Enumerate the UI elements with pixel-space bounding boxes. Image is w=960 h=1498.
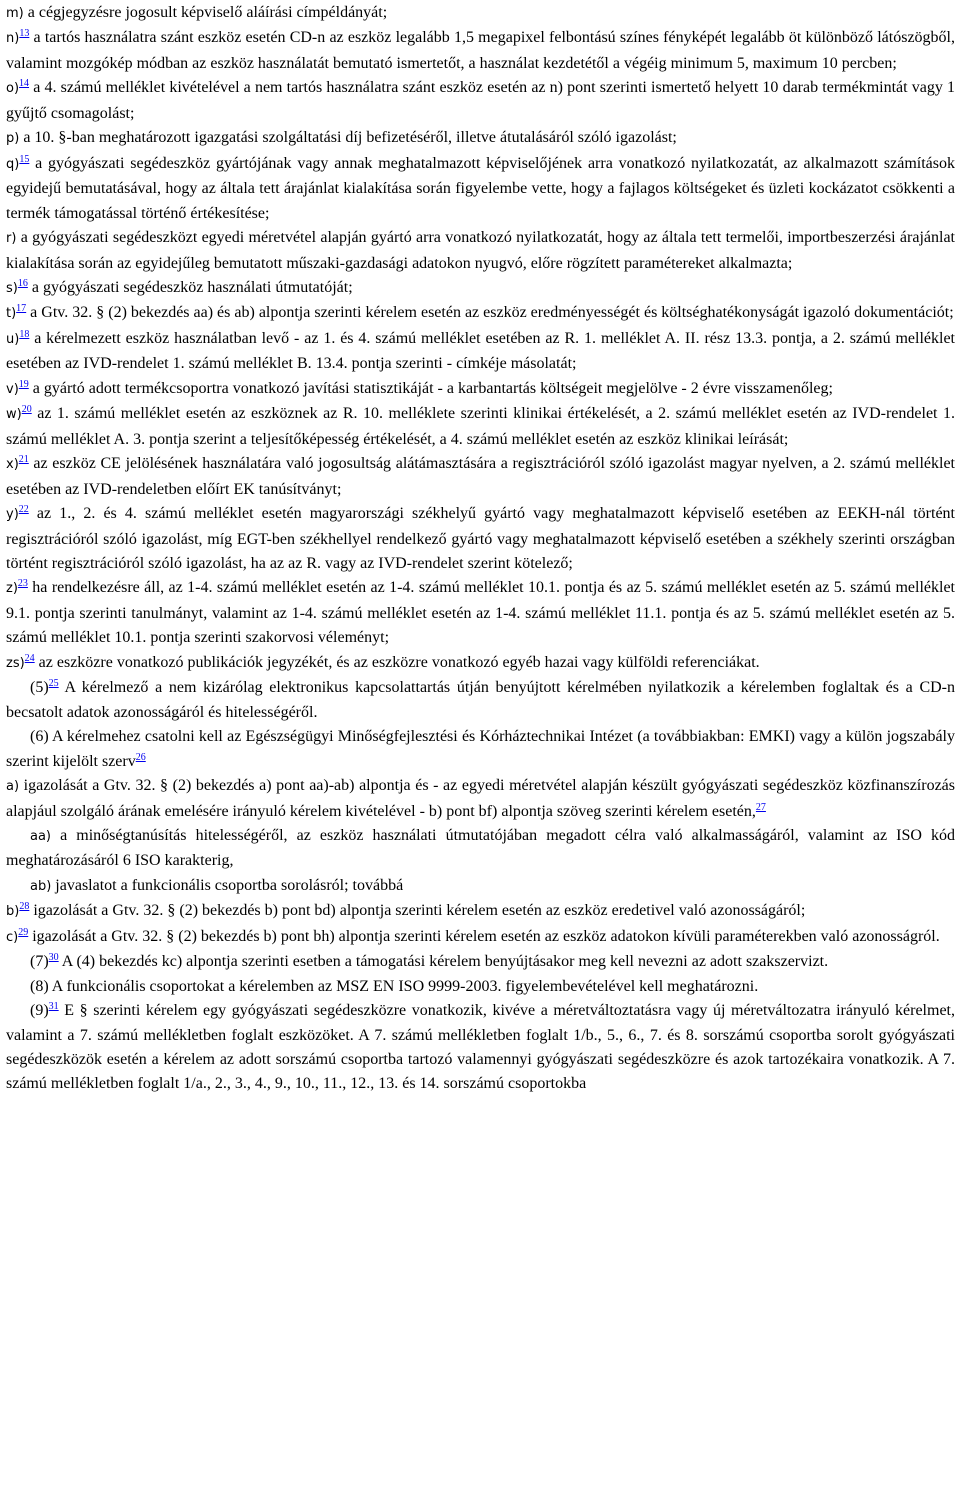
paragraph-label: ab) (30, 878, 52, 894)
footnote-link[interactable]: 30 (48, 952, 59, 964)
footnote-link[interactable]: 23 (17, 578, 28, 590)
paragraph-label: a) (6, 779, 20, 795)
paragraph (6, 276, 955, 301)
paragraph (6, 725, 955, 774)
paragraph-text: javaslatot a funkcionális csoportba sorolásról; továbbá (51, 876, 404, 894)
paragraph-text: E § szerinti kérelem egy gyógyászati segédeszközre vonatkozik, kivéve a méretváltoztatásra vagy új méretváltozatra irányuló kérelmet, valamint a 7. számú mellékletben foglalt eszközöket. A 7. számú mellékletben foglalt 1/b., 5., 6., 7. és 8. sorszámú csoportba sorolt gyógyászati segédeszközök esetén a kérelem az adott sorszámú csoportba tartozó valamennyi gyógyászati segédeszközre és azok tartozékaira vonatkozik. A 7. számú mellékletben foglalt 1/a., 2., 3., 4., 9., 10., 11., 12., 13. és 14. sorszámú csoportokba (6, 1002, 955, 1093)
footnote-link[interactable]: 14 (19, 78, 30, 90)
paragraph-label: s) (6, 280, 18, 296)
paragraph (6, 26, 955, 76)
footnote-link[interactable]: 17 (16, 303, 27, 315)
paragraph-label: w) (6, 407, 22, 423)
footnote-link[interactable]: 13 (19, 28, 30, 40)
paragraph-label: v) (6, 381, 19, 397)
paragraph (6, 152, 955, 226)
footnote-link[interactable]: 15 (19, 153, 30, 165)
paragraph-text: a gyógyászati segédeszköz használati útmutatóját; (27, 278, 353, 296)
footnote-link[interactable]: 21 (18, 454, 29, 466)
paragraph (6, 377, 955, 402)
paragraph (6, 874, 955, 899)
paragraph (6, 502, 955, 576)
paragraph (6, 651, 955, 676)
footnote-link[interactable]: 18 (19, 328, 30, 340)
paragraph-text: a cégjegyzésre jogosult képviselő aláírási címpéldányát; (23, 4, 388, 21)
paragraph-text: a 4. számú melléklet kivételével a nem tartós használatra szánt eszköz esetén az n) pont szerinti ismertető helyett 10 darab termékmintát vagy 1 gyűjtő csomagolást; (6, 79, 955, 122)
footnote-link[interactable]: 29 (18, 926, 29, 938)
paragraph-text: az eszköz CE jelölésének használatára való jogosultság alátámasztására a regisztrációról szóló igazolást magyar nyelven, a 2. számú melléklet esetében az IVD-rendeletben előírt EK tanúsítványt; (6, 455, 955, 498)
paragraph-label: (6) (30, 728, 49, 746)
paragraph (6, 126, 955, 151)
paragraph-text: a gyártó adott termékcsoportra vonatkozó javítási statisztikáját - a karbantartás költségeit megjelölve - 2 évre visszamenőleg; (28, 379, 833, 397)
paragraph-label: y) (6, 507, 19, 523)
paragraph (6, 999, 955, 1097)
paragraph-text: a minőségtanúsítás hitelességéről, az eszköz használati útmutatójában megadott célra való alkalmasságáról, valamint az ISO kód meghatározásáról 6 ISO karakterig, (6, 826, 955, 870)
paragraph-label: n) (6, 31, 20, 47)
paragraph (6, 452, 955, 502)
paragraph-label: (8) (30, 977, 49, 995)
paragraph-text: A kérelmező a nem kizárólag elektronikus kapcsolattartás útján benyújtott kérelmében nyilatkozik a kérelemben foglaltak és a CD-n becsatolt adatok azonosságáról és hitelességéről. (6, 679, 955, 721)
paragraph-text: a Gtv. 32. § (2) bekezdés aa) és ab) alpontja szerinti kérelem esetén az eszköz eredményességét és költséghatékonyságát igazoló dokumentációt; (26, 304, 954, 322)
paragraph (6, 774, 955, 824)
paragraph-text: a gyógyászati segédeszközt egyedi méretvétel alapján gyártó arra vonatkozó nyilatkozatát, hogy az általa tett termelői, importbeszerzési árajánlat kialakítása során az egyidejűleg bemutatott műszaki-gazdasági adatokon nyugvó, előre rögzített paramétereket alkalmazta; (6, 229, 955, 272)
paragraph (6, 76, 955, 126)
paragraph-label: (7) (30, 953, 49, 971)
paragraph (6, 301, 955, 326)
paragraph (6, 676, 955, 725)
paragraph-label: (5) (30, 679, 49, 697)
paragraph-text: a 10. §-ban meghatározott igazgatási szolgáltatási díj befizetéséről, illetve átutalásáról szóló igazolást; (19, 129, 677, 147)
footnote-link[interactable]: 19 (18, 378, 29, 390)
paragraph-label: q) (6, 156, 20, 172)
paragraph-text: a kérelmezett eszköz használatban levő - az 1. és 4. számú melléklet esetében az R. 1. melléklet A. II. rész 13.3. pontja, a 2. számú melléklet esetében az IVD-rendelet 1. számú melléklet B. 13.4. pontja szerinti - címkéje másolatát; (6, 329, 955, 373)
paragraph-text: ha rendelkezésre áll, az 1-4. számú melléklet esetén az 1-4. számú melléklet 10.1. pontja és az 5. számú melléklet esetén az 5. számú melléklet 9.1. pontja szerinti tanulmányt, valamint az 1-4. számú melléklet esetén az 1-4. számú melléklet 11.1. pontja és az 5. számú melléklet esetén az 5. számú melléklet 10.1. pontja szerinti szakorvosi véleményt; (6, 579, 955, 647)
footnote-link[interactable]: 20 (21, 404, 32, 416)
paragraph-label: m) (6, 6, 24, 21)
paragraph (6, 950, 955, 974)
paragraph-text: a tartós használatra szánt eszköz esetén CD-n az eszköz legalább 1,5 megapixel felbontású színes fényképét legalább öt különböző látószögből, valamint mozgókép módban az eszköz használatát bemutató ismertetőt, a használat kezdetétől a végéig minimum 5, maximum 10 percben; (6, 29, 955, 72)
paragraph (6, 327, 955, 377)
paragraph-label: x) (6, 457, 19, 473)
paragraph-text: igazolását a Gtv. 32. § (2) bekezdés a) pont aa)-ab) alpontja és - az egyedi méretvétel alapján készült gyógyászati segédeszköz közfinanszírozás alapjául szolgáló árának emelésére irányuló kérelem kivételével - b) pont bf) alpontja szöveg szerinti kérelem esetén, (6, 777, 955, 820)
paragraph-text: A kérelmehez csatolni kell az Egészségügyi Minőségfejlesztési és Kórháztechnikai Intézet (a továbbiakban: EMKI) vagy a külön jogszabály szerint kijelölt szerv (6, 728, 955, 770)
footnote-link[interactable]: 25 (48, 678, 59, 690)
paragraph-text: az 1. számú melléklet esetén az eszköznek az R. 10. melléklete szerinti klinikai értékelését, a 2. számú melléklet esetén az IVD-rendelet 1. számú melléklet A. 3. pontja szerint a teljesítőképesség értékelését, a 4. számú melléklet esetén az eszköz klinikai leírását; (6, 405, 955, 448)
paragraph-text: az 1., 2. és 4. számú melléklet esetén magyarországi székhelyű gyártó vagy meghatalmazott képviselő esetében az EEKH-nál történt regisztrációról szóló igazolást, míg EGT-ben székhellyel rendelkező gyártó vagy meghatalmazott képviselő esetében a székhely szerinti országban történt regisztrációról szóló igazolást, ha az az R. vagy az IVD-rendelet szerint kötelező; (6, 505, 955, 572)
paragraph (6, 824, 955, 874)
paragraph (6, 402, 955, 452)
paragraph-label: zs) (6, 655, 25, 671)
paragraph (6, 899, 955, 924)
paragraph-label: t) (6, 306, 17, 322)
footnote-link[interactable]: 22 (18, 504, 29, 516)
footnote-link[interactable]: 31 (48, 1001, 59, 1013)
document-body (6, 1, 955, 1097)
paragraph-label: b) (6, 904, 20, 920)
paragraph-label: o) (6, 81, 20, 97)
paragraph-text: A funkcionális csoportokat a kérelemben az MSZ EN ISO 9999-2003. figyelembevételével kell meghatározni. (48, 977, 759, 995)
paragraph-label: z) (6, 581, 18, 597)
footnote-link[interactable]: 16 (17, 277, 28, 289)
paragraph (6, 925, 955, 950)
paragraph-text: a gyógyászati segédeszköz gyártójának vagy annak meghatalmazott képviselőjének arra vonatkozó nyilatkozatát, az alkalmazott számítások egyidejű bemutatásával, hogy az általa tett árajánlat kialakítása során figyelembe vette, hogy a fajlagos költségeket és üzleti kockázatot csökkenti a termék támogatással történő értékesítése; (6, 154, 955, 222)
footnote-link[interactable]: 24 (24, 652, 35, 664)
footnote-link[interactable]: 28 (19, 901, 30, 913)
paragraph-text: az eszközre vonatkozó publikációk jegyzékét, és az eszközre vonatkozó egyéb hazai vagy külföldi referenciákat. (34, 653, 760, 671)
paragraph-label: (9) (30, 1002, 49, 1020)
paragraph-text: igazolását a Gtv. 32. § (2) bekezdés b) pont bh) alpontja szerinti kérelem esetén az eszköz adatokon kívüli paraméterekben való azonosságról. (28, 927, 940, 945)
paragraph-text: A (4) bekezdés kc) alpontja szerinti esetben a támogatási kérelem benyújtásakor meg kell nevezni az adott szakszervizt. (58, 953, 829, 971)
paragraph (6, 975, 955, 999)
paragraph-label: aa) (30, 828, 52, 844)
footnote-link[interactable]: 27 (755, 801, 766, 813)
footnote-link[interactable]: 26 (135, 751, 146, 763)
paragraph (6, 226, 955, 276)
paragraph-label: p) (6, 131, 20, 147)
paragraph-label: u) (6, 331, 20, 347)
paragraph (6, 1, 955, 26)
paragraph-label: c) (6, 929, 19, 945)
paragraph-text: igazolását a Gtv. 32. § (2) bekezdés b) pont bd) alpontja szerinti kérelem esetén az eszköz eredetivel való azonosságáról; (29, 902, 806, 920)
paragraph (6, 576, 955, 650)
paragraph-label: r) (6, 231, 17, 247)
